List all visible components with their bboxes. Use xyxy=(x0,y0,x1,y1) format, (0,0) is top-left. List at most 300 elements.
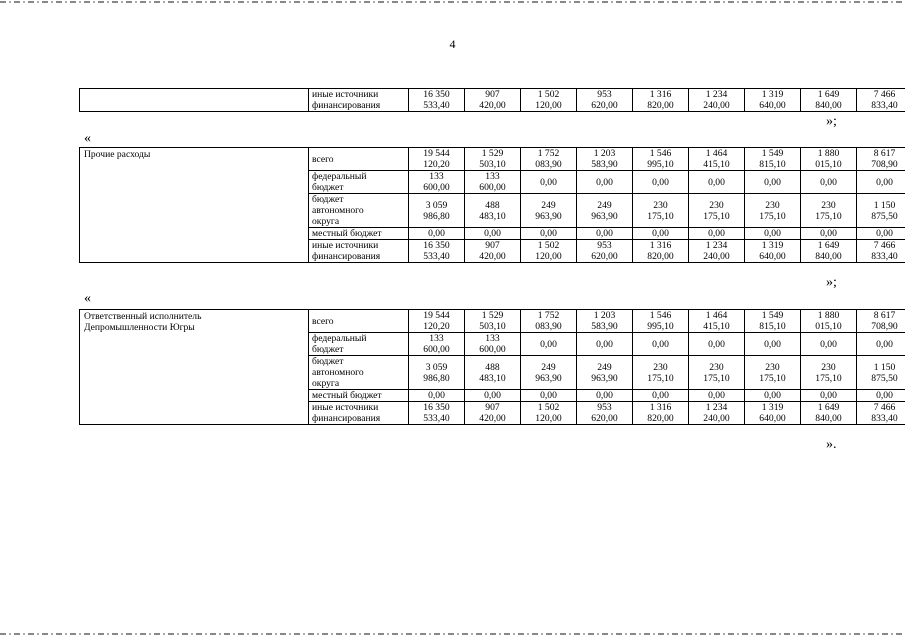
amount-cell xyxy=(689,310,745,333)
amount-cell xyxy=(409,240,465,263)
cell-text-line: финансирования xyxy=(312,100,381,111)
amount-cell xyxy=(745,171,801,194)
cell-text-line: 16 350 xyxy=(423,89,450,100)
scan-edge-bottom xyxy=(0,633,905,635)
program-name-cell xyxy=(80,310,309,425)
amount-cell xyxy=(857,194,905,228)
amount-cell xyxy=(465,240,521,263)
funding-source-cell xyxy=(309,390,409,402)
table-row xyxy=(80,89,905,112)
cell-text-line: 0,00 xyxy=(820,390,837,401)
cell-text-line: 1 234 xyxy=(705,89,728,100)
cell-text-line: 840,00 xyxy=(815,413,842,424)
cell-text-line: 1 150 xyxy=(873,199,896,211)
cell-text-line: 820,00 xyxy=(647,251,674,262)
cell-text-line: 1 529 xyxy=(481,310,504,321)
program-name-cell xyxy=(80,89,309,112)
amount-cell xyxy=(745,310,801,333)
opening-quote-mark: « xyxy=(84,291,91,306)
cell-text-line: 7 466 xyxy=(873,89,896,100)
amount-cell xyxy=(577,89,633,112)
amount-cell xyxy=(409,89,465,112)
cell-text-line: 1 316 xyxy=(649,89,672,100)
funding-source-cell xyxy=(309,310,409,333)
cell-text-line: 620,00 xyxy=(591,413,618,424)
cell-text-line: 620,00 xyxy=(591,251,618,262)
cell-text-line: 1 319 xyxy=(761,89,784,100)
cell-text-line: 415,10 xyxy=(703,159,730,170)
amount-cell xyxy=(521,402,577,425)
amount-cell xyxy=(409,310,465,333)
cell-text-line: 503,10 xyxy=(479,321,506,332)
amount-cell xyxy=(857,89,905,112)
cell-text-line: 640,00 xyxy=(759,100,786,111)
cell-text-line: 503,10 xyxy=(479,159,506,170)
cell-text-line: 0,00 xyxy=(876,176,893,188)
amount-cell xyxy=(689,333,745,356)
amount-cell xyxy=(689,228,745,240)
cell-text-line: 133 xyxy=(485,333,500,344)
cell-text-line: 19 544 xyxy=(423,148,450,159)
amount-cell xyxy=(633,171,689,194)
amount-cell xyxy=(577,240,633,263)
amount-cell xyxy=(633,402,689,425)
cell-text-line: Депромышленности Югры xyxy=(84,322,195,333)
amount-cell xyxy=(689,194,745,228)
cell-text-line: 120,20 xyxy=(423,321,450,332)
amount-cell xyxy=(857,390,905,402)
amount-cell xyxy=(801,228,857,240)
cell-text-line: 230 xyxy=(821,361,836,373)
cell-text-line: 600,00 xyxy=(423,344,450,355)
amount-cell xyxy=(409,148,465,171)
amount-cell xyxy=(521,89,577,112)
amount-cell xyxy=(745,390,801,402)
cell-text-line: 230 xyxy=(709,199,724,211)
cell-text-line: 640,00 xyxy=(759,413,786,424)
cell-text-line: 708,90 xyxy=(871,321,898,332)
amount-cell xyxy=(577,310,633,333)
cell-text-line: иные источники xyxy=(312,240,379,251)
cell-text-line: 0,00 xyxy=(596,390,613,401)
cell-text-line: 0,00 xyxy=(652,176,669,188)
amount-cell xyxy=(689,390,745,402)
cell-text-line: всего xyxy=(312,153,334,165)
cell-text-line: 483,10 xyxy=(479,372,506,384)
cell-text-line: 175,10 xyxy=(815,210,842,222)
page-number: 4 xyxy=(449,37,456,51)
financing-table-responsible-executor xyxy=(79,309,905,425)
amount-cell xyxy=(465,390,521,402)
cell-text-line: 175,10 xyxy=(759,372,786,384)
cell-text-line: 0,00 xyxy=(708,228,725,239)
cell-text-line: 120,20 xyxy=(423,159,450,170)
cell-text-line: федеральный xyxy=(312,333,367,344)
amount-cell xyxy=(857,228,905,240)
closing-quote-mark: ». xyxy=(826,437,837,452)
table-row xyxy=(80,310,905,333)
amount-cell xyxy=(465,402,521,425)
cell-text-line: 1 502 xyxy=(537,402,560,413)
cell-text-line: 249 xyxy=(541,361,556,373)
cell-text-line: 0,00 xyxy=(764,176,781,188)
cell-text-line: округа xyxy=(312,378,340,389)
amount-cell xyxy=(689,148,745,171)
cell-text-line: 240,00 xyxy=(703,251,730,262)
closing-quote-mark: »; xyxy=(826,275,837,290)
amount-cell xyxy=(409,228,465,240)
cell-text-line: 133 xyxy=(485,171,500,182)
opening-quote-mark: « xyxy=(84,131,91,146)
cell-text-line: 840,00 xyxy=(815,100,842,111)
cell-text-line: 0,00 xyxy=(820,176,837,188)
cell-text-line: автономного xyxy=(312,367,364,378)
cell-text-line: 0,00 xyxy=(652,390,669,401)
amount-cell xyxy=(801,89,857,112)
amount-cell xyxy=(745,148,801,171)
cell-text-line: бюджет xyxy=(312,194,344,205)
cell-text-line: 1 316 xyxy=(649,402,672,413)
cell-text-line: 875,50 xyxy=(871,372,898,384)
cell-text-line: 533,40 xyxy=(423,251,450,262)
closing-quote-mark: »; xyxy=(826,114,837,129)
cell-text-line: 820,00 xyxy=(647,413,674,424)
cell-text-line: 833,40 xyxy=(871,413,898,424)
amount-cell xyxy=(745,402,801,425)
amount-cell xyxy=(465,171,521,194)
cell-text-line: 19 544 xyxy=(423,310,450,321)
cell-text-line: 175,10 xyxy=(647,372,674,384)
cell-text-line: 583,90 xyxy=(591,159,618,170)
program-name-cell xyxy=(80,148,309,263)
cell-text-line: 953 xyxy=(597,89,612,100)
cell-text-line: 133 xyxy=(429,171,444,182)
cell-text-line: 907 xyxy=(485,89,500,100)
cell-text-line: 1 464 xyxy=(705,148,728,159)
cell-text-line: 3 059 xyxy=(425,199,448,211)
cell-text-line: 175,10 xyxy=(647,210,674,222)
amount-cell xyxy=(801,240,857,263)
cell-text-line: 907 xyxy=(485,240,500,251)
cell-text-line: 953 xyxy=(597,402,612,413)
amount-cell xyxy=(801,171,857,194)
cell-text-line: 0,00 xyxy=(876,228,893,239)
cell-text-line: 175,10 xyxy=(759,210,786,222)
amount-cell xyxy=(409,356,465,390)
cell-text-line: 8 617 xyxy=(873,310,896,321)
funding-source-cell xyxy=(309,333,409,356)
amount-cell xyxy=(577,356,633,390)
cell-text-line: 083,90 xyxy=(535,321,562,332)
cell-text-line: 600,00 xyxy=(479,344,506,355)
cell-text-line: 583,90 xyxy=(591,321,618,332)
cell-text-line: бюджет xyxy=(312,356,344,367)
amount-cell xyxy=(857,148,905,171)
cell-text-line: 963,90 xyxy=(535,210,562,222)
cell-text-line: 175,10 xyxy=(703,210,730,222)
cell-text-line: 963,90 xyxy=(591,372,618,384)
cell-text-line: 488 xyxy=(485,361,500,373)
cell-text-line: 833,40 xyxy=(871,100,898,111)
cell-text-line: финансирования xyxy=(312,251,381,262)
amount-cell xyxy=(801,356,857,390)
amount-cell xyxy=(465,310,521,333)
cell-text-line: 815,10 xyxy=(759,159,786,170)
cell-text-line: иные источники xyxy=(312,89,379,100)
cell-text-line: 0,00 xyxy=(876,390,893,401)
cell-text-line: 175,10 xyxy=(815,372,842,384)
funding-source-cell xyxy=(309,89,409,112)
cell-text-line: 1 546 xyxy=(649,148,672,159)
cell-text-line: 488 xyxy=(485,199,500,211)
cell-text-line: 230 xyxy=(653,199,668,211)
cell-text-line: 240,00 xyxy=(703,100,730,111)
cell-text-line: 1 752 xyxy=(537,148,560,159)
amount-cell xyxy=(857,171,905,194)
cell-text-line: 1 752 xyxy=(537,310,560,321)
cell-text-line: 175,10 xyxy=(703,372,730,384)
cell-text-line: местный бюджет xyxy=(312,228,382,239)
amount-cell xyxy=(521,310,577,333)
cell-text-line: 620,00 xyxy=(591,100,618,111)
amount-cell xyxy=(857,402,905,425)
cell-text-line: 820,00 xyxy=(647,100,674,111)
cell-text-line: 1 502 xyxy=(537,89,560,100)
cell-text-line: 833,40 xyxy=(871,251,898,262)
cell-text-line: 1 319 xyxy=(761,402,784,413)
amount-cell xyxy=(633,356,689,390)
cell-text-line: местный бюджет xyxy=(312,390,382,401)
cell-text-line: 0,00 xyxy=(764,338,781,350)
cell-text-line: финансирования xyxy=(312,413,381,424)
cell-text-line: 1 549 xyxy=(761,310,784,321)
amount-cell xyxy=(689,240,745,263)
cell-text-line: 1 649 xyxy=(817,89,840,100)
amount-cell xyxy=(857,356,905,390)
cell-text-line: 1 150 xyxy=(873,361,896,373)
cell-text-line: 8 617 xyxy=(873,148,896,159)
cell-text-line: иные источники xyxy=(312,402,379,413)
cell-text-line: 708,90 xyxy=(871,159,898,170)
amount-cell xyxy=(801,148,857,171)
cell-text-line: 600,00 xyxy=(423,182,450,193)
amount-cell xyxy=(857,310,905,333)
amount-cell xyxy=(633,89,689,112)
amount-cell xyxy=(409,171,465,194)
financing-table-continuation xyxy=(79,88,905,112)
cell-text-line: 015,10 xyxy=(815,159,842,170)
amount-cell xyxy=(409,402,465,425)
amount-cell xyxy=(577,148,633,171)
amount-cell xyxy=(801,390,857,402)
amount-cell xyxy=(689,89,745,112)
cell-text-line: 0,00 xyxy=(428,390,445,401)
amount-cell xyxy=(633,333,689,356)
cell-text-line: 420,00 xyxy=(479,251,506,262)
cell-text-line: 0,00 xyxy=(484,228,501,239)
amount-cell xyxy=(521,148,577,171)
amount-cell xyxy=(633,390,689,402)
amount-cell xyxy=(465,356,521,390)
amount-cell xyxy=(633,148,689,171)
amount-cell xyxy=(409,194,465,228)
cell-text-line: 7 466 xyxy=(873,402,896,413)
amount-cell xyxy=(633,240,689,263)
cell-text-line: 230 xyxy=(821,199,836,211)
cell-text-line: 0,00 xyxy=(708,338,725,350)
amount-cell xyxy=(745,356,801,390)
amount-cell xyxy=(465,333,521,356)
amount-cell xyxy=(857,240,905,263)
cell-text-line: 815,10 xyxy=(759,321,786,332)
cell-text-line: 1 502 xyxy=(537,240,560,251)
cell-text-line: 3 059 xyxy=(425,361,448,373)
table-row xyxy=(80,148,905,171)
cell-text-line: 0,00 xyxy=(540,338,557,350)
cell-text-line: 230 xyxy=(765,361,780,373)
cell-text-line: 907 xyxy=(485,402,500,413)
cell-text-line: 16 350 xyxy=(423,240,450,251)
scan-edge-top xyxy=(0,1,905,3)
cell-text-line: 640,00 xyxy=(759,251,786,262)
cell-text-line: 249 xyxy=(541,199,556,211)
cell-text-line: 1 234 xyxy=(705,240,728,251)
cell-text-line: 120,00 xyxy=(535,100,562,111)
cell-text-line: 420,00 xyxy=(479,413,506,424)
cell-text-line: 230 xyxy=(653,361,668,373)
cell-text-line: 1 549 xyxy=(761,148,784,159)
cell-text-line: всего xyxy=(312,315,334,327)
amount-cell xyxy=(801,310,857,333)
funding-source-cell xyxy=(309,171,409,194)
amount-cell xyxy=(745,240,801,263)
cell-text-line: 1 880 xyxy=(817,148,840,159)
cell-text-line: 083,90 xyxy=(535,159,562,170)
cell-text-line: 0,00 xyxy=(596,338,613,350)
funding-source-cell xyxy=(309,402,409,425)
cell-text-line: 249 xyxy=(597,199,612,211)
amount-cell xyxy=(521,356,577,390)
cell-text-line: 420,00 xyxy=(479,100,506,111)
amount-cell xyxy=(857,333,905,356)
cell-text-line: 0,00 xyxy=(428,228,445,239)
amount-cell xyxy=(633,194,689,228)
cell-text-line: 1 880 xyxy=(817,310,840,321)
cell-text-line: 600,00 xyxy=(479,182,506,193)
cell-text-line: 840,00 xyxy=(815,251,842,262)
cell-text-line: 1 649 xyxy=(817,402,840,413)
cell-text-line: 0,00 xyxy=(820,338,837,350)
amount-cell xyxy=(521,228,577,240)
amount-cell xyxy=(577,390,633,402)
amount-cell xyxy=(465,194,521,228)
cell-text-line: 0,00 xyxy=(596,228,613,239)
cell-text-line: 230 xyxy=(709,361,724,373)
cell-text-line: 249 xyxy=(597,361,612,373)
cell-text-line: бюджет xyxy=(312,182,344,193)
amount-cell xyxy=(689,402,745,425)
cell-text-line: Ответственный исполнитель xyxy=(84,311,202,322)
funding-source-cell xyxy=(309,148,409,171)
amount-cell xyxy=(689,356,745,390)
cell-text-line: 0,00 xyxy=(652,338,669,350)
amount-cell xyxy=(521,390,577,402)
amount-cell xyxy=(577,333,633,356)
amount-cell xyxy=(577,194,633,228)
amount-cell xyxy=(521,194,577,228)
amount-cell xyxy=(577,171,633,194)
cell-text-line: 875,50 xyxy=(871,210,898,222)
amount-cell xyxy=(521,240,577,263)
cell-text-line: 963,90 xyxy=(535,372,562,384)
cell-text-line: 0,00 xyxy=(764,390,781,401)
cell-text-line: 415,10 xyxy=(703,321,730,332)
amount-cell xyxy=(465,228,521,240)
financing-table-other-expenses xyxy=(79,147,905,263)
cell-text-line: 1 319 xyxy=(761,240,784,251)
amount-cell xyxy=(801,402,857,425)
cell-text-line: 995,10 xyxy=(647,159,674,170)
funding-source-cell xyxy=(309,240,409,263)
cell-text-line: 1 464 xyxy=(705,310,728,321)
cell-text-line: бюджет xyxy=(312,344,344,355)
funding-source-cell xyxy=(309,194,409,228)
amount-cell xyxy=(465,148,521,171)
funding-source-cell xyxy=(309,356,409,390)
amount-cell xyxy=(521,333,577,356)
cell-text-line: 1 546 xyxy=(649,310,672,321)
cell-text-line: 133 xyxy=(429,333,444,344)
cell-text-line: 0,00 xyxy=(820,228,837,239)
cell-text-line: округа xyxy=(312,216,340,227)
cell-text-line: 986,80 xyxy=(423,210,450,222)
cell-text-line: федеральный xyxy=(312,171,367,182)
cell-text-line: 0,00 xyxy=(596,176,613,188)
cell-text-line: 995,10 xyxy=(647,321,674,332)
cell-text-line: 533,40 xyxy=(423,100,450,111)
cell-text-line: 1 203 xyxy=(593,148,616,159)
amount-cell xyxy=(745,194,801,228)
amount-cell xyxy=(465,89,521,112)
cell-text-line: 240,00 xyxy=(703,413,730,424)
cell-text-line: автономного xyxy=(312,205,364,216)
amount-cell xyxy=(577,402,633,425)
amount-cell xyxy=(745,228,801,240)
cell-text-line: 953 xyxy=(597,240,612,251)
amount-cell xyxy=(633,310,689,333)
cell-text-line: 0,00 xyxy=(708,176,725,188)
amount-cell xyxy=(409,390,465,402)
cell-text-line: 16 350 xyxy=(423,402,450,413)
cell-text-line: 1 529 xyxy=(481,148,504,159)
cell-text-line: 0,00 xyxy=(764,228,781,239)
cell-text-line: 986,80 xyxy=(423,372,450,384)
cell-text-line: Прочие расходы xyxy=(84,149,151,160)
amount-cell xyxy=(689,171,745,194)
amount-cell xyxy=(801,194,857,228)
cell-text-line: 0,00 xyxy=(876,338,893,350)
cell-text-line: 1 649 xyxy=(817,240,840,251)
cell-text-line: 533,40 xyxy=(423,413,450,424)
amount-cell xyxy=(801,333,857,356)
amount-cell xyxy=(745,89,801,112)
cell-text-line: 0,00 xyxy=(652,228,669,239)
amount-cell xyxy=(409,333,465,356)
cell-text-line: 0,00 xyxy=(708,390,725,401)
cell-text-line: 0,00 xyxy=(540,176,557,188)
cell-text-line: 1 316 xyxy=(649,240,672,251)
cell-text-line: 1 234 xyxy=(705,402,728,413)
